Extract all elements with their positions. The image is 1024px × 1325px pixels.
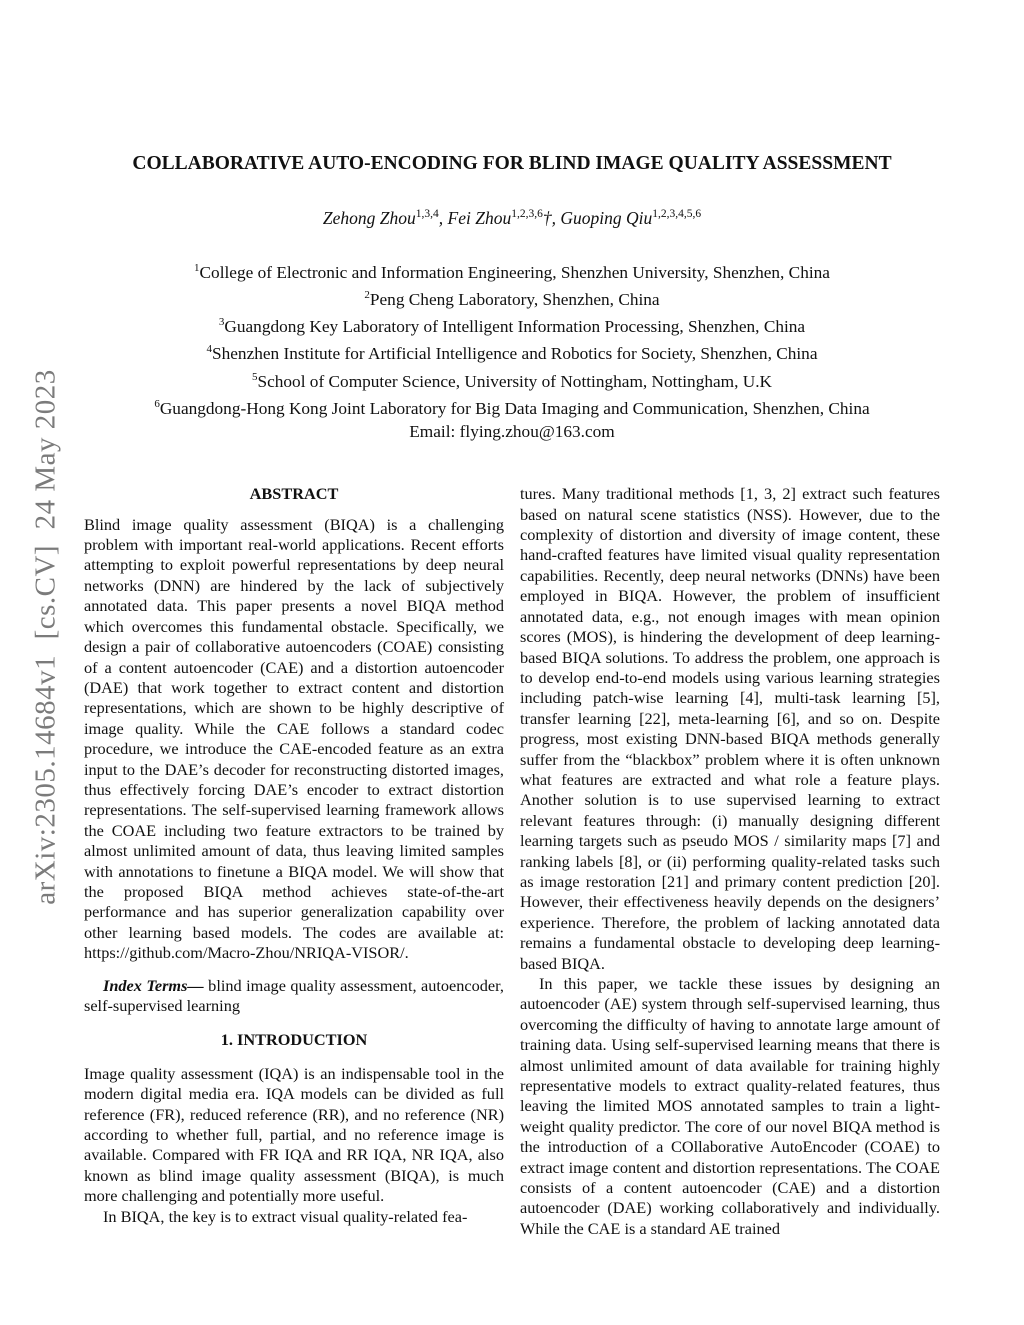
intro-paragraph-2: In BIQA, the key is to extract visual quality-related fea- [103,1206,468,1226]
section-heading-introduction: 1. INTRODUCTION [220,1030,368,1050]
author-zehong-zhou: Zehong Zhou$^{1,3,4}$, [322,207,448,228]
affiliation-4: $^4$Shenzhen Institute for Artificial Intelligence and Robotics for Society, Shenzhen, China [206,343,818,364]
author-fei-zhou: Fei Zhou$^{1,2,3,6}$†, [447,207,561,228]
corresponding-author-dagger: † [542,207,552,228]
author-affiliation-superscript: 1,2,3,6 [511,208,543,220]
affiliations-block [84,257,940,443]
paper-page [84,152,940,1239]
two-column-body [84,484,940,1239]
paper-title: COLLABORATIVE AUTO-ENCODING FOR BLIND IMAGE QUALITY ASSESSMENT [132,153,892,174]
right-column [520,484,940,1239]
index-terms: Index Terms— blind image quality assessment, autoencoder, self-supervised learning [84,975,504,1016]
index-terms-label: Index Terms— [103,975,204,995]
affiliation-2: $^2$Peng Cheng Laboratory, Shenzhen, China [364,289,660,309]
arxiv-watermark: arXiv:2305.14684v1 [cs.CV] 24 May 2023 [29,369,62,905]
affiliation-5: $^5$School of Computer Science, University of Nottingham, Nottingham, U.K [251,370,773,391]
author-affiliation-superscript: 1,2,3,4,5,6 [652,208,702,220]
right-paragraph-1: tures. Many traditional methods [1, 3, 2] extract such features based on natural scene statistics (NSS). However, due to the complexity of distortion and diversity of image content, these hand-crafted features have limited visual quality representation capabilities. Recently, deep neural networks (DNNs) have been employed in BIQA. However, the problem of insufficient annotated data, e.g., not enough images with mean opinion scores (MOS), is hindering the development of deep learning-based BIQA solutions. To address the problem, one approach is to develop end-to-end models using various learning strategies including patch-wise learning [4], multi-task learning [5], transfer learning [22], meta-learning [6], and so on. Despite progress, most existing DNN-based BIQA methods generally suffer from the “blackbox” problem where it is often unknown what features are extracted and what role a feature plays. Another solution is to use supervised learning to extract relevant features through: (i) manually designing different learning targets such as pseudo MOS / similarity maps [7] and ranking labels [8], or (ii) performing quality-related tasks such as image restoration [21] and primary content prediction [20]. However, their effectiveness heavily depends on the designers’ experience. Therefore, the problem of lacking annotated data remains a fundamental obstacle to developing deep learning-based BIQA. [520,484,940,973]
affiliation-3: $^3$Guangdong Key Laboratory of Intelligent Information Processing, Shenzhen, China [218,316,806,336]
code-repository-link[interactable]: https://github.com/Macro-Zhou/NRIQA-VISOR/ [84,943,405,963]
contact-email: Email: flying.zhou@163.com [409,421,615,441]
abstract-text: Blind image quality assessment (BIQA) is a challenging problem with important real-world applications. Recent efforts attempting to exploit powerful representations by deep neural networks (DNN) are hindered by the lack of subjectively annotated data. This paper presents a novel BIQA method which overcomes this fundamental obstacle. Specifically, we design a pair of collaborative autoencoders (COAE) consisting of a content autoencoder (CAE) and a distortion autoencoder (DAE) that work together to extract content and distortion representations, which are shown to be highly descriptive of image quality. While the CAE follows a standard codec procedure, we introduce the CAE-encoded feature as an extra input to the DAE’s decoder for reconstructing distorted images, thus effectively forcing DAE’s encoder to extract distortion representations. The self-supervised learning framework allows the COAE including two feature extractors to be trained by almost unlimited amount of data, thus leaving limited samples with annotations to finetune a BIQA model. We will show that the proposed BIQA method achieves state-of-the-art performance and has superior generalization capability over other learning based models. The codes are available at: https://github.com/Macro-Zhou/NRIQA-VISOR/. [84,514,504,963]
author-affiliation-superscript: 1,3,4 [415,208,439,220]
abstract-heading: ABSTRACT [249,484,339,504]
intro-paragraph-1: Image quality assessment (IQA) is an indispensable tool in the modern digital media era. IQA models can be divided as full reference (FR), reduced reference (RR), and no reference (NR) according to whether full, partial, and no reference image is available. Compared with FR IQA and RR IQA, NR IQA, also known as blind image quality assessment (BIQA), is much more challenging and potentially more useful. [84,1063,504,1206]
affiliation-6: $^6$Guangdong-Hong Kong Joint Laboratory for Big Data Imaging and Communication, Shenzhen, China [154,397,870,418]
author-guoping-qiu: Guoping Qiu$^{1,2,3,4,5,6}$ [560,207,702,228]
affiliation-1: $^1$College of Electronic and Information Engineering, Shenzhen University, Shenzhen, China [194,261,830,282]
right-paragraph-2: In this paper, we tackle these issues by designing an autoencoder (AE) system through self-supervised learning, thus overcoming the difficulty of having to annotate large amount of training data. Using self-supervised learning means that there is almost unlimited amount of data available for training highly representative models to extract quality-related features, thus leaving the limited MOS annotated samples to train a light-weight quality predictor. The core of our novel BIQA method is the introduction of a COllaborative AutoEncoder (COAE) to extract image content and distortion representations. The COAE consists of a content autoencoder (CAE) and a distortion autoencoder (DAE) working collaboratively and individually. While the CAE is a standard AE trained [520,974,940,1238]
left-column [84,484,504,1239]
author-line [84,203,940,229]
